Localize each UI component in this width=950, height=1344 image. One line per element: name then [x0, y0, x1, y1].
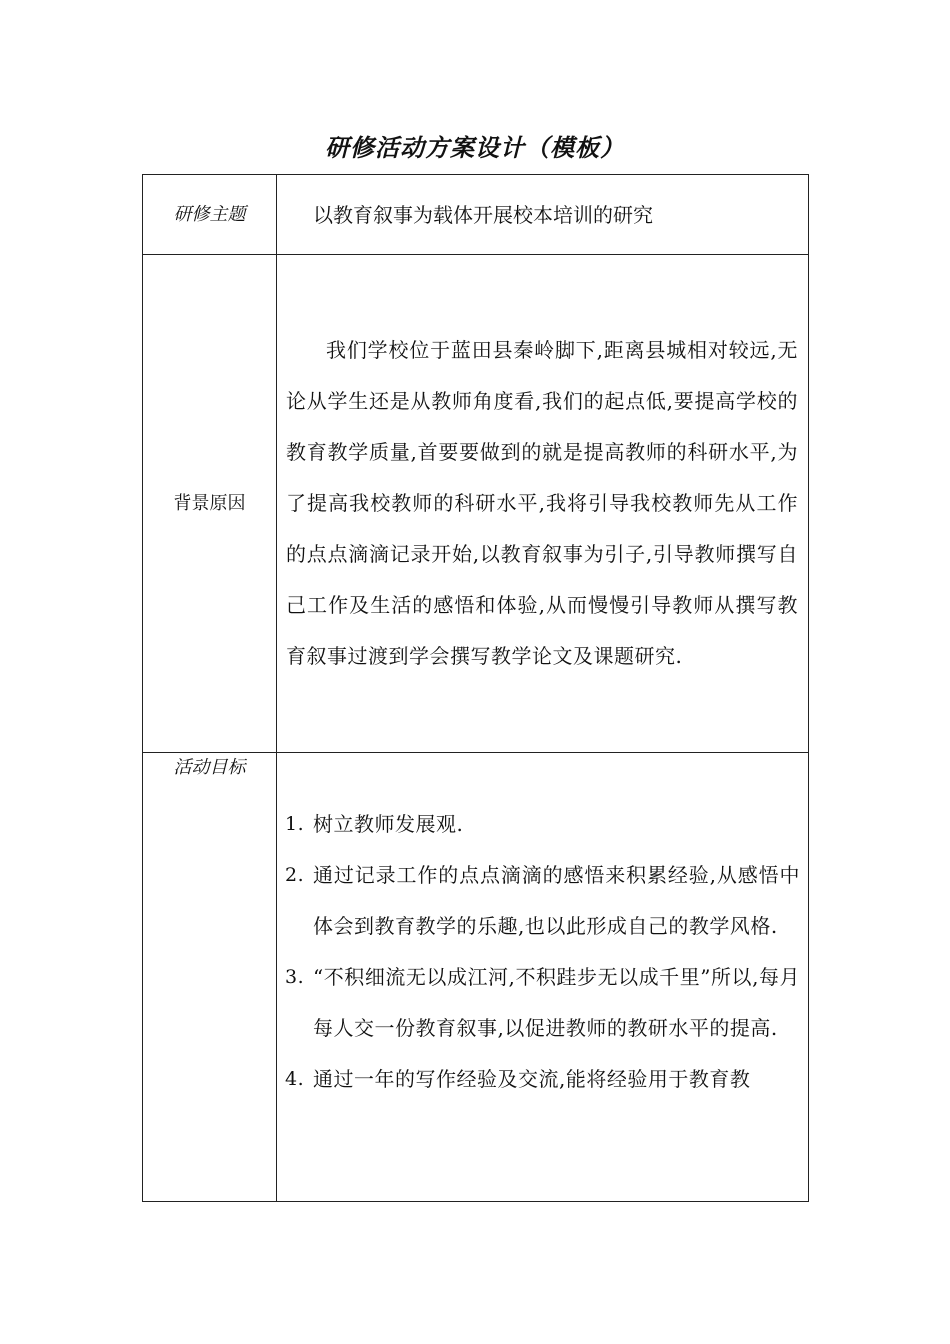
background-cell — [277, 255, 809, 753]
goal-item — [285, 952, 800, 1054]
background-row — [143, 255, 809, 753]
page-title: 研修活动方案设计（模板） — [325, 133, 625, 162]
topic-cell — [277, 175, 809, 255]
topic-value: 以教育叙事为载体开展校本培训的研究 — [313, 202, 653, 227]
plan-table — [142, 174, 809, 1202]
topic-row — [143, 175, 809, 255]
goal-number: 2. — [285, 864, 305, 886]
goals-cell — [277, 753, 809, 1202]
goal-text: “不积细流无以成江河,不积跬步无以成千里”所以,每月每人交一份教育叙事,以促进教师的教研水平的提高. — [313, 965, 800, 1040]
goal-number: 1. — [285, 813, 305, 835]
goal-text: 树立教师发展观. — [313, 812, 464, 836]
goals-list — [277, 753, 808, 1105]
goal-item — [285, 1054, 800, 1105]
goal-text: 通过记录工作的点点滴滴的感悟来积累经验,从感悟中体会到教育教学的乐趣,也以此形成自己的教学风格. — [313, 863, 800, 938]
background-text: 我们学校位于蓝田县秦岭脚下,距离县城相对较远,无论从学生还是从教师角度看,我们的起点低,要提高学校的教育教学质量,首要要做到的就是提高教师的科研水平,为了提高我校教师的科研水平,我将引导我校教师先从工作的点点滴滴记录开始,以教育叙事为引子,引导教师撰写自己工作及生活的感悟和体验,从而慢慢引导教师从撰写教育叙事过渡到学会撰写教学论文及课题研究. — [286, 338, 798, 668]
goal-item — [285, 799, 800, 850]
goal-number: 4. — [285, 1068, 305, 1090]
goal-number: 3. — [285, 966, 305, 988]
topic-label: 研修主题 — [143, 175, 277, 255]
goal-item — [285, 850, 800, 952]
goal-text: 通过一年的写作经验及交流,能将经验用于教育教 — [313, 1067, 751, 1091]
background-label: 背景原因 — [143, 255, 277, 753]
goals-row — [143, 753, 809, 1202]
goals-label: 活动目标 — [143, 753, 277, 1202]
